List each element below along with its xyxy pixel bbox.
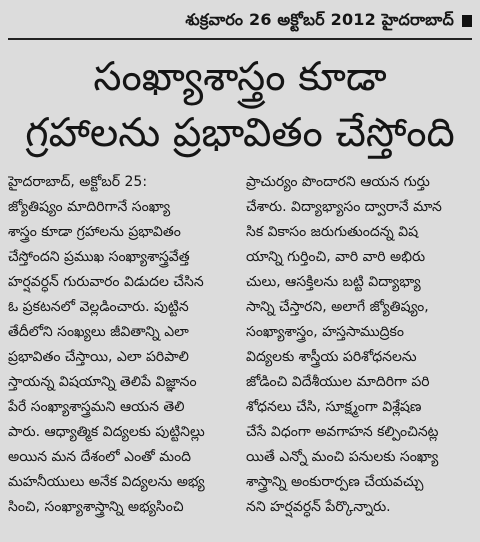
article-line: జోడించి విదేశీయుల మాదిరిగా పరి bbox=[246, 374, 430, 390]
headline-line-2: గ్రహాలను ప్రభావితం చేస్తోంది bbox=[25, 110, 455, 156]
article-line: చేస్తోందని ప్రముఖ సంఖ్యాశాస్త్రవేత్త bbox=[8, 249, 190, 265]
article-line: ప్రభావితం చేస్తాయి, ఎలా పరిపాలి bbox=[8, 349, 189, 365]
article-line: ప్రాచుర్యం పొందారని ఆయన గుర్తు bbox=[246, 174, 430, 190]
article-line: పారు. ఆధ్యాత్మిక విద్యలకు పుట్టినిల్లు bbox=[8, 424, 205, 440]
article-body bbox=[8, 170, 472, 532]
article-line: హైదరాబాద్, అక్టోబర్ 25: bbox=[8, 174, 148, 190]
article-line: సించి, సంఖ్యాశాస్త్రాన్ని అభ్యసించి bbox=[8, 499, 184, 515]
article-line: సాన్ని చేస్తారని, అలాగే జ్యోతిష్యం, bbox=[246, 299, 429, 315]
article-line: స్తాయన్న విషయాన్ని తెలిపే విజ్ఞానం bbox=[8, 374, 197, 390]
article-line: యాన్ని గుర్తించి, వారి వారి అభిరు bbox=[246, 249, 426, 265]
article-line: అయిన మన దేశంలో ఎంతో మంది bbox=[8, 449, 192, 465]
article-line: శాస్త్రాన్ని అంకురార్పణ చేయవచ్చు bbox=[246, 474, 424, 490]
article-column-right bbox=[246, 170, 472, 532]
dateline: శుక్రవారం 26 అక్టోబర్ 2012 హైదరాబాద్ bbox=[185, 9, 454, 29]
article-line: మహనీయులు అనేక విద్యలను అభ్య bbox=[8, 474, 205, 490]
article-line: తేదీలోని సంఖ్యలు జీవితాన్ని ఎలా bbox=[8, 324, 189, 340]
article-headline bbox=[0, 52, 480, 158]
article-line: హర్షవర్ధన్ గురువారం విడుదల చేసిన bbox=[8, 274, 204, 290]
article-line: విద్యలకు శాస్త్రీయ పరిశోధనలను bbox=[246, 349, 417, 365]
article-line: శోధనలు చేసి, సూక్ష్మంగా విశ్లేషణ bbox=[246, 399, 422, 415]
header-divider bbox=[8, 38, 472, 40]
square-marker-icon bbox=[462, 15, 472, 27]
article-line: నని హర్షవర్ధన్ పేర్కొన్నారు. bbox=[246, 499, 391, 515]
article-line: యితే ఎన్నో మంచి పనులకు సంఖ్యా bbox=[246, 449, 439, 465]
article-line: చులు, ఆసక్తిలను బట్టి విద్యాభ్యా bbox=[246, 274, 421, 290]
article-line: శాస్త్రం కూడా గ్రహాలను ప్రభావితం bbox=[8, 224, 181, 240]
article-line: సిక వికాసం జరుగుతుందన్న విష bbox=[246, 224, 419, 240]
article-line: సంఖ్యాశాస్త్రం, హస్తసాముద్రికం bbox=[246, 324, 404, 340]
headline-line-1: సంఖ్యాశాస్త్రం కూడా bbox=[93, 54, 387, 100]
article-line: ఓ ప్రకటనలో వెల్లడించారు. పుట్టిన bbox=[8, 299, 189, 315]
article-line: జ్యోతిష్యం మాదిరిగానే సంఖ్యా bbox=[8, 199, 171, 215]
article-line: పేరే సంఖ్యాశాస్త్రమని ఆయన తెలి bbox=[8, 399, 185, 415]
article-column-left bbox=[8, 170, 234, 532]
article-line: చేసే విధంగా అవగాహన కల్పించినట్ల bbox=[246, 424, 439, 440]
masthead-bar bbox=[8, 6, 472, 36]
article-line: చేశారు. విద్యాభ్యాసం ద్వారానే మాన bbox=[246, 199, 442, 215]
